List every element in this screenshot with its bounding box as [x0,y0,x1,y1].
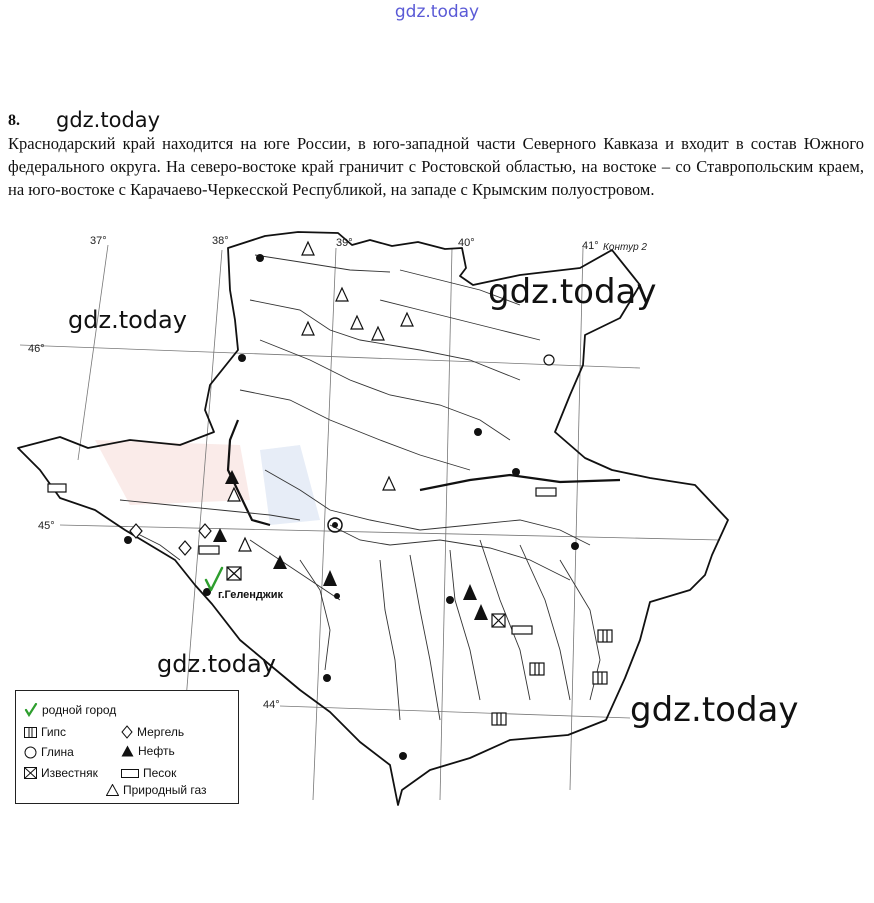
city-dot [399,752,407,760]
clay-symbols [544,355,554,365]
watermark-2: gdz.today [68,306,187,334]
natural-gas-symbols [228,242,413,551]
city-dot [446,596,454,604]
city-dot [512,468,520,476]
legend-label: Гипс [41,725,67,739]
sand-deposit [536,488,556,496]
lon-label-37: 37° [90,235,107,247]
lon-label-39: 39° [336,237,353,249]
lat-label-46: 46° [28,343,45,355]
city-dot [238,354,246,362]
legend-label: Природный газ [123,783,207,797]
legend-label: Известняк [41,766,98,780]
gas-deposit [401,313,413,326]
clay-deposit [544,355,554,365]
map-legend [15,690,239,804]
clay-icon [24,746,37,759]
oil-deposit [213,528,227,542]
legend-item-gypsum [24,725,66,739]
city-dot [334,593,340,599]
legend-label: Глина [41,745,74,759]
legend-item-marl [121,725,184,739]
legend-item-sand [121,766,176,780]
natural-gas-icon [106,784,119,796]
oil-icon [121,745,134,757]
lat-label-44: 44° [263,699,280,711]
lon-label-38: 38° [212,235,229,247]
lat-label-45: 45° [38,520,55,532]
sand-deposit [199,546,219,554]
marl-icon [121,725,133,739]
gas-deposit [239,538,251,551]
legend-item-natural-gas [106,783,207,797]
gas-deposit [302,242,314,255]
gas-deposit [336,288,348,301]
checkmark-icon [24,703,38,717]
legend-label: родной город [42,703,117,717]
contour-label: Контур 2 [603,242,647,253]
city-dot [474,428,482,436]
limestone-deposit [227,567,241,580]
task-number: 8. [8,112,20,129]
task-text: Краснодарский край находится на юге России, в юго-западной части Северного Кавказа и входит в состав Южного федерального округа. На северо-востоке край граничит с Ростовской областью, на востоке – со Ставропольским краем, на юго-востоке с Карачаево-Черкесской Республикой, на западе с Крымским полуостровом. [8,134,864,199]
legend-label: Мергель [137,725,185,739]
legend-item-home-city [24,703,116,717]
gypsum-deposit [593,672,607,684]
lon-label-40: 40° [458,237,475,249]
legend-item-limestone [24,766,98,780]
city-dot [256,254,264,262]
sand-icon [121,769,139,778]
city-label-gelendzhik: г.Геленджик [218,589,283,601]
legend-item-clay [24,745,74,759]
watermark-4: gdz.today [630,690,799,730]
gas-deposit [383,477,395,490]
watermark-top: gdz.today [394,2,480,22]
marl-deposit [130,524,142,538]
legend-item-oil [121,744,175,758]
watermark-1: gdz.today [488,272,657,312]
gas-deposit [302,322,314,335]
marl-deposit [199,524,211,538]
marl-deposit [179,541,191,555]
capital-dot [332,522,338,528]
sand-deposit [512,626,532,634]
city-dot [323,674,331,682]
limestone-icon [24,767,37,779]
city-dot [571,542,579,550]
oil-deposit [474,604,488,620]
limestone-deposit [492,614,505,627]
oil-deposit [463,584,477,600]
lon-label-41: 41° [582,240,599,252]
legend-label: Песок [143,766,177,780]
home-city-checkmark [206,568,222,590]
task-source-watermark: gdz.today [56,108,161,132]
gas-deposit [351,316,363,329]
gas-deposit [372,327,384,340]
gypsum-deposit [492,713,506,725]
city-dot [124,536,132,544]
gypsum-symbols [492,630,612,725]
gypsum-deposit [530,663,544,675]
legend-label: Нефть [138,744,175,758]
sand-deposit [48,484,66,492]
oil-deposit [323,570,337,586]
gypsum-icon [24,727,37,738]
watermark-3: gdz.today [157,650,276,678]
gypsum-deposit [598,630,612,642]
